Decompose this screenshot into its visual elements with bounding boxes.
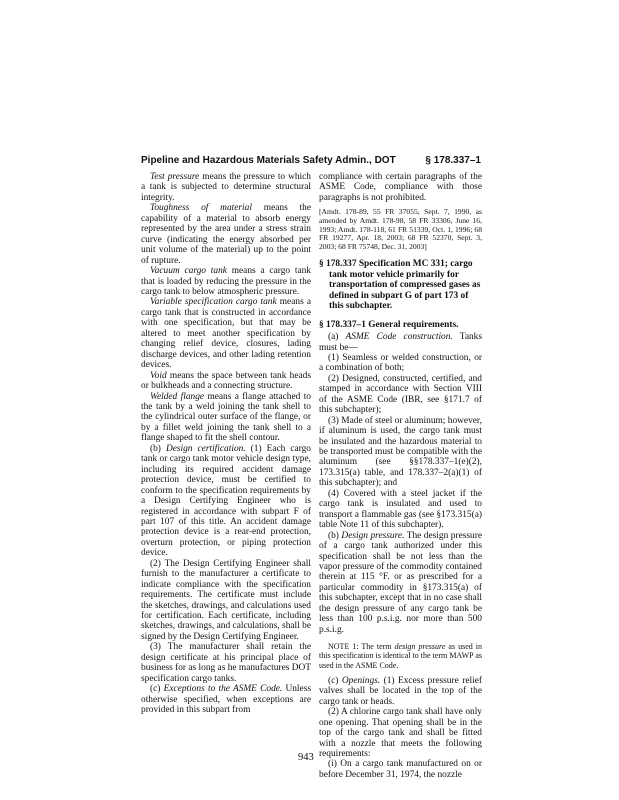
- paragraph: [319, 707, 482, 759]
- paragraph: [141, 266, 311, 297]
- defined-term: Design certification.: [165, 443, 246, 454]
- paragraph-text: (1) Each cargo tank or cargo tank motor vehicle design type, including its required accident damage protection device, must be certified to conform to the specification requirements by a Design Certifying Engineer who is registered in accordance with subpart F of part 107 of this title. An accident damage protection device is a rear-end protection, overturn protection, or piping protection device.: [141, 443, 311, 559]
- left-column: [141, 172, 311, 716]
- paragraph-text: (1) Seamless or welded construction, or a combination of both;: [319, 352, 482, 374]
- paragraph: [141, 559, 311, 643]
- paragraph-text: The design pressure of a cargo tank authorized under this specification shall be not less than the vapor pressure of the commodity contained therein at 115 °F. or as prescribed for a particular commodity in §173.315(a) of this subchapter, except that in no case shall the design pressure of any cargo tank be less than 100 p.s.i.g. nor more than 500 p.s.i.g.: [319, 530, 483, 635]
- defined-term: Vacuum cargo tank: [150, 266, 227, 277]
- note-prefix: NOTE 1: The term: [328, 642, 395, 652]
- defined-term: ASME Code construction.: [345, 332, 453, 343]
- paragraph: [141, 203, 311, 266]
- paragraph: [141, 444, 311, 559]
- defined-term: Toughness of material: [150, 203, 252, 214]
- paragraph-text: Unless otherwise specified, when exceptions are provided in this subpart from: [141, 684, 311, 716]
- header-title: Pipeline and Hazardous Materials Safety Admin., DOT: [141, 155, 396, 166]
- continued-paragraph: compliance with certain paragraphs of the ASME Code, compliance with those paragraphs is not prohibited.: [319, 172, 482, 203]
- paragraph-text: (a): [328, 332, 346, 343]
- note-paragraph: [319, 642, 482, 670]
- paragraph: [141, 172, 311, 203]
- section-heading: § 178.337 Specification MC 331; cargo tank motor vehicle primarily for transportation of compressed gases as defined in subpart G of part 173 of this subchapter.: [319, 259, 481, 312]
- paragraph-text: means a cargo tank that is constructed in accordance with one specification, but that may be altered to meet another specification by changing relief device, closures, lading discharge devices, and other lading retention devices.: [141, 297, 311, 371]
- paragraph-text: means the space between tank heads or bulkheads and a connecting structure.: [141, 370, 311, 392]
- subsection-heading: § 178.337–1 General requirements.: [319, 319, 459, 330]
- defined-term: Exceptions to the ASME Code.: [163, 684, 283, 695]
- paragraph: [141, 684, 311, 715]
- defined-term: Design pressure.: [341, 530, 405, 541]
- paragraph-text: (3) The manufacturer shall retain the design certificate at his principal place of business for as long as he manufactures DOT specification cargo tanks.: [141, 642, 312, 684]
- paragraph-group: [319, 332, 482, 635]
- paragraph-text: (2) The Design Certifying Engineer shall furnish to the manufacturer a certificate to indicate compliance with the specification requirements. The certificate must include the sketches, drawings, and calculations used for certification. Each certificate, including sketches, drawings, and calculations, shall be signed by the Design Certifying Engineer.: [141, 558, 311, 642]
- defined-term: Openings.: [341, 675, 381, 686]
- paragraph: [319, 531, 482, 636]
- paragraph: [141, 297, 311, 370]
- paragraph: [319, 353, 482, 374]
- paragraph-text: means the pressure to which a tank is subjected to determine structural integrity.: [141, 172, 311, 203]
- page-number: 943: [298, 752, 314, 763]
- paragraph: [319, 416, 482, 489]
- amendment-citation: [Amdt. 178-89, 55 FR 37055, Sept. 7, 1990, as amended by Amdt. 178-98, 58 FR 33306, June 16, 1993; Amdt. 178-118, 61 FR 51339, Oct. 1, 1996; 68 FR 19277, Apr. 18, 2003; 68 FR 52370, Sept. 3, 2003; 68 FR 75748, Dec. 31, 2003]: [319, 207, 482, 251]
- paragraph-text: means a flange attached to the tank by a weld joining the tank shell to the cylindrical outer surface of the flange, or by a fillet weld joining the tank shell to a flange shaped to fit the shell contour.: [141, 391, 311, 444]
- paragraph-text: (2) A chlorine cargo tank shall have only one opening. That opening shall be in the top of the cargo tank and shall be fitted with a nozzle that meets the following requirements:: [319, 707, 482, 759]
- paragraph-text: (1) Excess pressure relief valves shall be located in the top of the cargo tank or heads.: [319, 675, 482, 707]
- note-term: design pressure: [394, 642, 446, 652]
- header-section: § 178.337–1: [425, 155, 481, 166]
- paragraph-text: (b): [150, 443, 166, 454]
- paragraph-group: [319, 676, 482, 781]
- paragraph-text: (4) Covered with a steel jacket if the cargo tank is insulated and used to transport a flammable gas (see §173.315(a) table Note 11 of this subchapter).: [319, 488, 482, 531]
- paragraph: [141, 392, 311, 444]
- paragraph: [319, 332, 482, 353]
- paragraph-text: (3) Made of steel or aluminum; however, if aluminum is used, the cargo tank must be insulated and the hazardous material to be transported must be compatible with the aluminum (see §§178.337–1(e)(2), 173.315(a) table, and 178.337–2(a)(1) of this subchapter); and: [319, 415, 483, 489]
- paragraph: [141, 642, 311, 684]
- paragraph-text: (b): [328, 530, 342, 541]
- running-header: [141, 155, 481, 169]
- paragraph-text: (2) Designed, constructed, certified, and stamped in accordance with Section VIII of the ASME Code (IBR, see §171.7 of this subchapter);: [319, 373, 482, 416]
- paragraph-text: Tanks must be—: [319, 332, 482, 353]
- right-column: [319, 172, 482, 780]
- paragraph: [319, 759, 482, 780]
- paragraph: [319, 489, 482, 531]
- note-text: as used in this specification is identical to the term MAWP as used in the ASME Code.: [319, 642, 482, 670]
- paragraph-text: means the capability of a material to absorb energy represented by the area under a stress strain curve (indicating the energy absorbed per unit volume of the material) up to the point of rupture.: [141, 203, 311, 266]
- paragraph-text: (i) On a cargo tank manufactured on or before December 31, 1974, the nozzle: [319, 759, 482, 780]
- defined-term: Welded flange: [150, 391, 205, 402]
- paragraph-text: (c): [150, 684, 164, 695]
- defined-term: Variable specification cargo tank: [150, 297, 277, 308]
- paragraph-text: means a cargo tank that is loaded by reducing the pressure in the cargo tank to below atmospheric pressure.: [141, 266, 311, 297]
- paragraph-text: (c): [328, 675, 342, 686]
- defined-term: Test pressure: [150, 172, 200, 182]
- paragraph: [319, 676, 482, 707]
- defined-term: Void: [150, 370, 167, 381]
- paragraph: [319, 374, 482, 416]
- paragraph: [141, 371, 311, 392]
